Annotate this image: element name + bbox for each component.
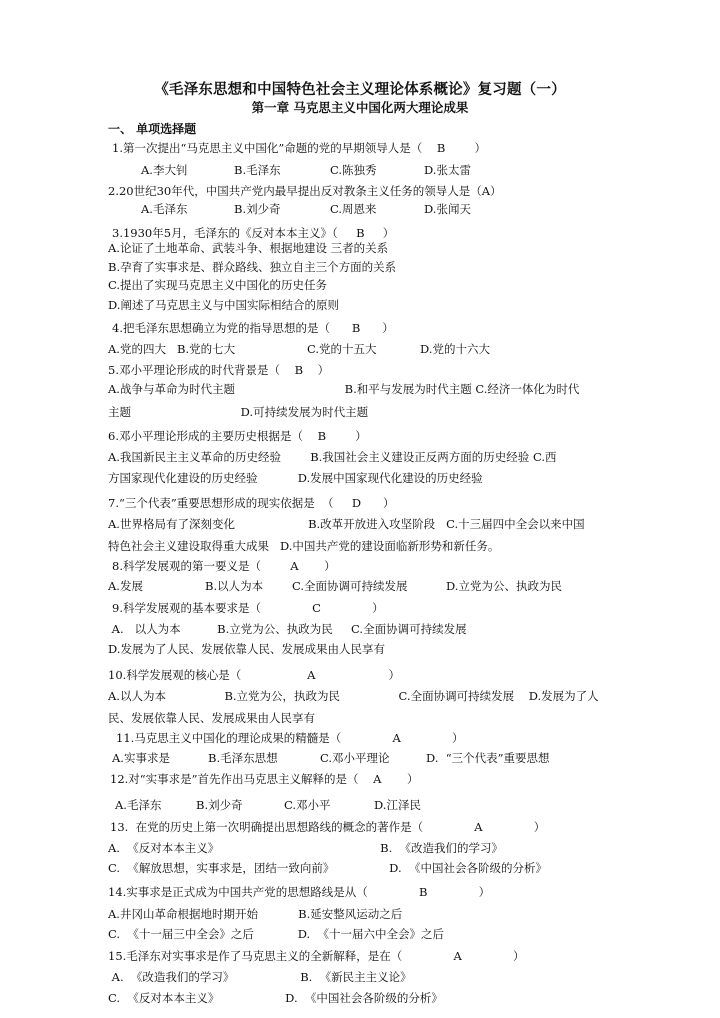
answer-option: D.立党为公、执政为民	[446, 579, 562, 593]
answer-option: A.发展	[108, 579, 143, 593]
answer-option-line: 特色社会主义建设取得重大成果 D.中国共产党的建设面临新形势和新任务。	[108, 539, 500, 553]
question-stem: 7.“三个代表”重要思想形成的现实依据是 （ D ）	[108, 496, 395, 510]
answer-option-line: A.世界格局有了深刻变化 B.改革开放进入攻坚阶段 C.十三届四中全会以来中国	[108, 517, 585, 531]
answer-option: D.党的十六大	[420, 342, 490, 356]
question-stem: 4.把毛泽东思想确立为党的指导思想的是（ B ）	[112, 321, 394, 335]
question-stem: 15.毛泽东对实事求是作了马克思主义的全新解释，是在（ A ）	[108, 949, 525, 963]
answer-option-line: D.阐述了马克思主义与中国实际相结合的原则	[108, 298, 339, 312]
answer-option-line: 民、发展依靠人民、发展成果由人民享有	[108, 711, 315, 725]
answer-option: D. “三个代表”重要思想	[426, 751, 550, 765]
question-stem: 11.马克思主义中国化的理论成果的精髓是（ A ）	[116, 731, 464, 745]
answer-option-line: 方国家现代化建设的历史经验 D.发展中国家现代化建设的历史经验	[108, 471, 483, 485]
answer-option: B.毛泽东思想	[208, 751, 278, 765]
answer-option: C.党的十五大	[307, 342, 377, 356]
document-title: 《毛泽东思想和中国特色社会主义理论体系概论》复习题（一）	[154, 82, 566, 98]
answer-option: C.陈独秀	[330, 163, 377, 177]
answer-option-line: A.我国新民主主义革命的历史经验 B.我国社会主义建设正反两方面的历史经验 C.西	[108, 450, 557, 464]
answer-option-line: 主题 D.可持续发展为时代主题	[108, 405, 369, 419]
answer-option-line: A.以人为本 B.立党为公，执政为民 C.全面协调可持续发展 D.发展为了人	[108, 689, 599, 703]
question-stem: 9.科学发展观的基本要求是（ C ）	[112, 601, 384, 615]
answer-option-line: C. 《反对本本主义》 D. 《中国社会各阶级的分析》	[108, 991, 443, 1005]
answer-option-line: A.战争与革命为时代主题 B.和平与发展为时代主题 C.经济一体化为时代	[108, 382, 580, 396]
answer-option: D.张闻天	[424, 202, 471, 216]
answer-option: A.党的四大	[108, 342, 166, 356]
answer-option: B.党的七大	[177, 342, 236, 356]
question-stem: 14.实事求是正式成为中国共产党的思想路线是从（ B ）	[108, 885, 491, 899]
question-stem: 6.邓小平理论形成的主要历史根据是（ B ）	[108, 429, 367, 443]
answer-option: A.毛泽东	[115, 798, 162, 812]
answer-option: A.毛泽东	[141, 202, 188, 216]
answer-option-line: C. 《十一届三中全会》之后 D. 《十一届六中全会》之后	[108, 927, 444, 941]
answer-option-line: A. 以人为本 B.立党为公、执政为民 C.全面协调可持续发展	[108, 622, 467, 636]
question-stem: 12.对“实事求是”首先作出马克思主义解释的是（ A ）	[110, 772, 419, 786]
question-stem: 1.第一次提出“马克思主义中国化”命题的党的早期领导人是（ B ）	[112, 141, 487, 155]
answer-option: D.江泽民	[374, 798, 421, 812]
question-stem: 2.20世纪30年代，中国共产党内最早提出反对教条主义任务的领导人是（A）	[108, 184, 502, 198]
question-stem: 13. 在党的历史上第一次明确提出思想路线的概念的著作是（ A ）	[110, 820, 546, 834]
answer-option: B.以人为本	[205, 579, 264, 593]
chapter-title: 第一章 马克思主义中国化两大理论成果	[251, 100, 469, 115]
answer-option: C.邓小平理论	[320, 751, 390, 765]
answer-option-line: A. 《反对本本主义》 B. 《改造我们的学习》	[108, 841, 504, 855]
question-stem: 8.科学发展观的第一要义是（ A ）	[112, 559, 336, 573]
question-stem: 3.1930年5月，毛泽东的《反对本本主义》（ B ）	[112, 226, 395, 240]
answer-option: B.刘少奇	[196, 798, 243, 812]
question-stem: 5.邓小平理论形成的时代背景是（ B ）	[108, 363, 330, 377]
answer-option: C.周恩来	[330, 202, 377, 216]
answer-option: C.全面协调可持续发展	[292, 579, 408, 593]
answer-option: B.毛泽东	[234, 163, 281, 177]
answer-option: D.张太雷	[424, 163, 471, 177]
answer-option-line: D.发展为了人民、发展依靠人民、发展成果由人民享有	[108, 642, 385, 656]
answer-option-line: A. 《改造我们的学习》 B. 《新民主主义论》	[108, 970, 412, 984]
answer-option-line: B.孕育了实事求是、群众路线、独立自主三个方面的关系	[108, 260, 397, 274]
answer-option: A.实事求是	[112, 751, 170, 765]
question-stem: 10.科学发展观的核心是（ A ）	[108, 668, 401, 682]
section-heading: 一、 单项选择题	[108, 122, 197, 136]
answer-option-line: A.论证了土地革命、武装斗争、根据地建设 三者的关系	[108, 241, 389, 255]
answer-option-line: A.井冈山革命根据地时期开始 B.延安整风运动之后	[108, 907, 403, 921]
answer-option-line: C.提出了实现马克思主义中国化的历史任务	[108, 278, 328, 292]
answer-option: A.李大钊	[141, 163, 188, 177]
answer-option: C.邓小平	[284, 798, 331, 812]
answer-option: B.刘少奇	[234, 202, 281, 216]
answer-option-line: C. 《解放思想，实事求是，团结一致向前》 D. 《中国社会各阶级的分析》	[108, 861, 547, 875]
